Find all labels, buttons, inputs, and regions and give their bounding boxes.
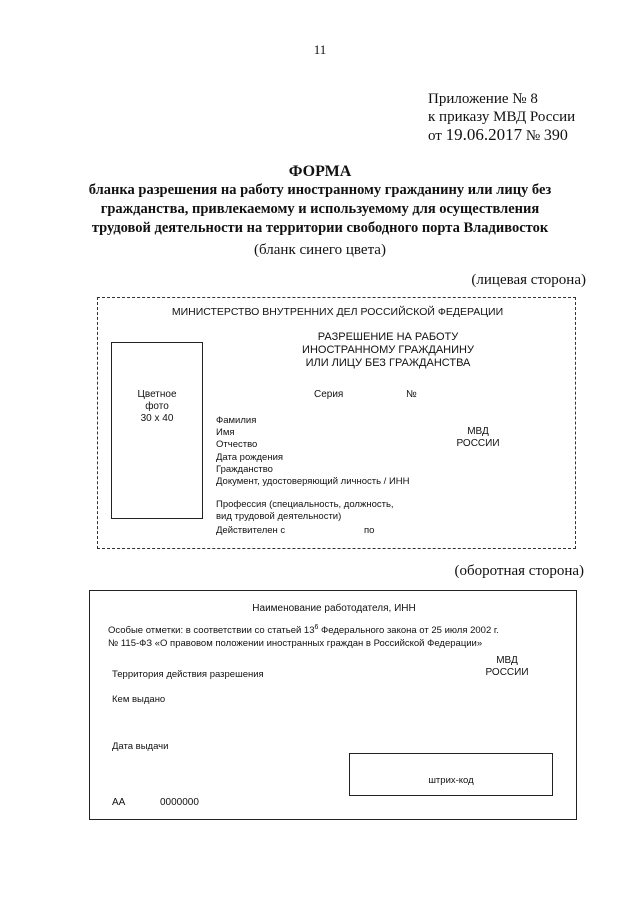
profession-line: Профессия (специальность, должность, bbox=[216, 499, 394, 510]
series-label: Серия bbox=[314, 389, 344, 400]
form-subtitle: бланка разрешения на работу иностранному гражданину или лицу без гражданства, привлекаемому и используемому для осуществления трудовой деятельности на территории свободного порта Владивосток bbox=[88, 182, 552, 236]
mvd-line: РОССИИ bbox=[456, 438, 500, 449]
field-citizenship: Гражданство bbox=[216, 463, 273, 475]
front-side-frame bbox=[97, 297, 576, 549]
permit-title-line: ИЛИ ЛИЦУ БЕЗ ГРАЖДАНСТВА bbox=[305, 357, 471, 369]
field-birth-date: Дата рождения bbox=[216, 451, 284, 463]
appendix-block bbox=[428, 90, 575, 145]
appendix-date: 19.06.2017 bbox=[445, 125, 523, 144]
appendix-line-2: к приказу МВД России bbox=[428, 109, 576, 125]
form-title: ФОРМА bbox=[288, 163, 352, 180]
issued-by-label: Кем выдано bbox=[112, 694, 166, 705]
permit-title-line: ИНОСТРАННОМУ ГРАЖДАНИНУ bbox=[302, 344, 474, 356]
blank-color-note: (бланк синего цвета) bbox=[254, 242, 386, 258]
photo-caption-line: Цветное bbox=[137, 389, 177, 400]
mvd-line: РОССИИ bbox=[485, 667, 529, 678]
photo-caption-line: 30 х 40 bbox=[140, 413, 174, 424]
profession-field bbox=[216, 499, 394, 523]
appendix-number: 390 bbox=[543, 127, 568, 144]
special-notes-line bbox=[108, 621, 499, 637]
field-surname: Фамилия bbox=[216, 415, 257, 426]
article-superscript: 6 bbox=[314, 624, 319, 631]
back-side-frame bbox=[89, 590, 577, 820]
appendix-date-prefix: от bbox=[428, 128, 442, 144]
special-notes bbox=[108, 621, 499, 650]
appendix-number-label: № bbox=[525, 128, 541, 144]
permit-title-line: РАЗРЕШЕНИЕ НА РАБОТУ bbox=[317, 331, 459, 343]
mvd-line: МВД bbox=[467, 426, 489, 437]
permit-title bbox=[288, 331, 488, 370]
profession-line: вид трудовой деятельности) bbox=[216, 511, 342, 522]
blank-number: 0000000 bbox=[160, 797, 199, 808]
blank-series: АА bbox=[112, 797, 126, 808]
mvd-stamp-text-back bbox=[482, 655, 532, 679]
special-notes-text: Особые отметки: в соответствии со статьей 13 bbox=[108, 625, 315, 637]
page-number: 11 bbox=[313, 42, 327, 57]
field-name: Имя bbox=[216, 427, 235, 439]
photo-caption bbox=[112, 389, 202, 425]
valid-from-label: Действителен с bbox=[216, 525, 286, 536]
field-identity-document: Документ, удостоверяющий личность / ИНН bbox=[216, 476, 410, 488]
barcode-label: штрих-код bbox=[428, 775, 474, 786]
back-side-label: (оборотная сторона) bbox=[454, 563, 584, 579]
personal-fields bbox=[216, 415, 410, 488]
photo-caption-line: фото bbox=[145, 401, 169, 412]
barcode-box bbox=[349, 753, 553, 796]
special-notes-law: № 115-ФЗ «О правовом положении иностранных граждан в Российской Федерации» bbox=[108, 638, 483, 650]
front-side-label: (лицевая сторона) bbox=[471, 272, 586, 288]
appendix-line-1: Приложение № 8 bbox=[428, 91, 538, 107]
ministry-header: МИНИСТЕРСТВО ВНУТРЕННИХ ДЕЛ РОССИЙСКОЙ ФЕДЕРАЦИИ bbox=[171, 306, 504, 318]
valid-to-label: по bbox=[364, 525, 375, 536]
field-patronymic: Отчество bbox=[216, 439, 258, 451]
mvd-stamp-text bbox=[453, 426, 503, 450]
mvd-line: МВД bbox=[496, 655, 518, 666]
photo-box bbox=[111, 342, 203, 519]
employer-label: Наименование работодателя, ИНН bbox=[252, 603, 416, 614]
number-label: № bbox=[406, 389, 417, 400]
special-notes-text-end: Федерального закона от 25 июля 2002 г. bbox=[318, 625, 499, 637]
issue-date-label: Дата выдачи bbox=[112, 741, 169, 752]
territory-label: Территория действия разрешения bbox=[112, 669, 264, 680]
appendix-line-3 bbox=[428, 126, 575, 145]
